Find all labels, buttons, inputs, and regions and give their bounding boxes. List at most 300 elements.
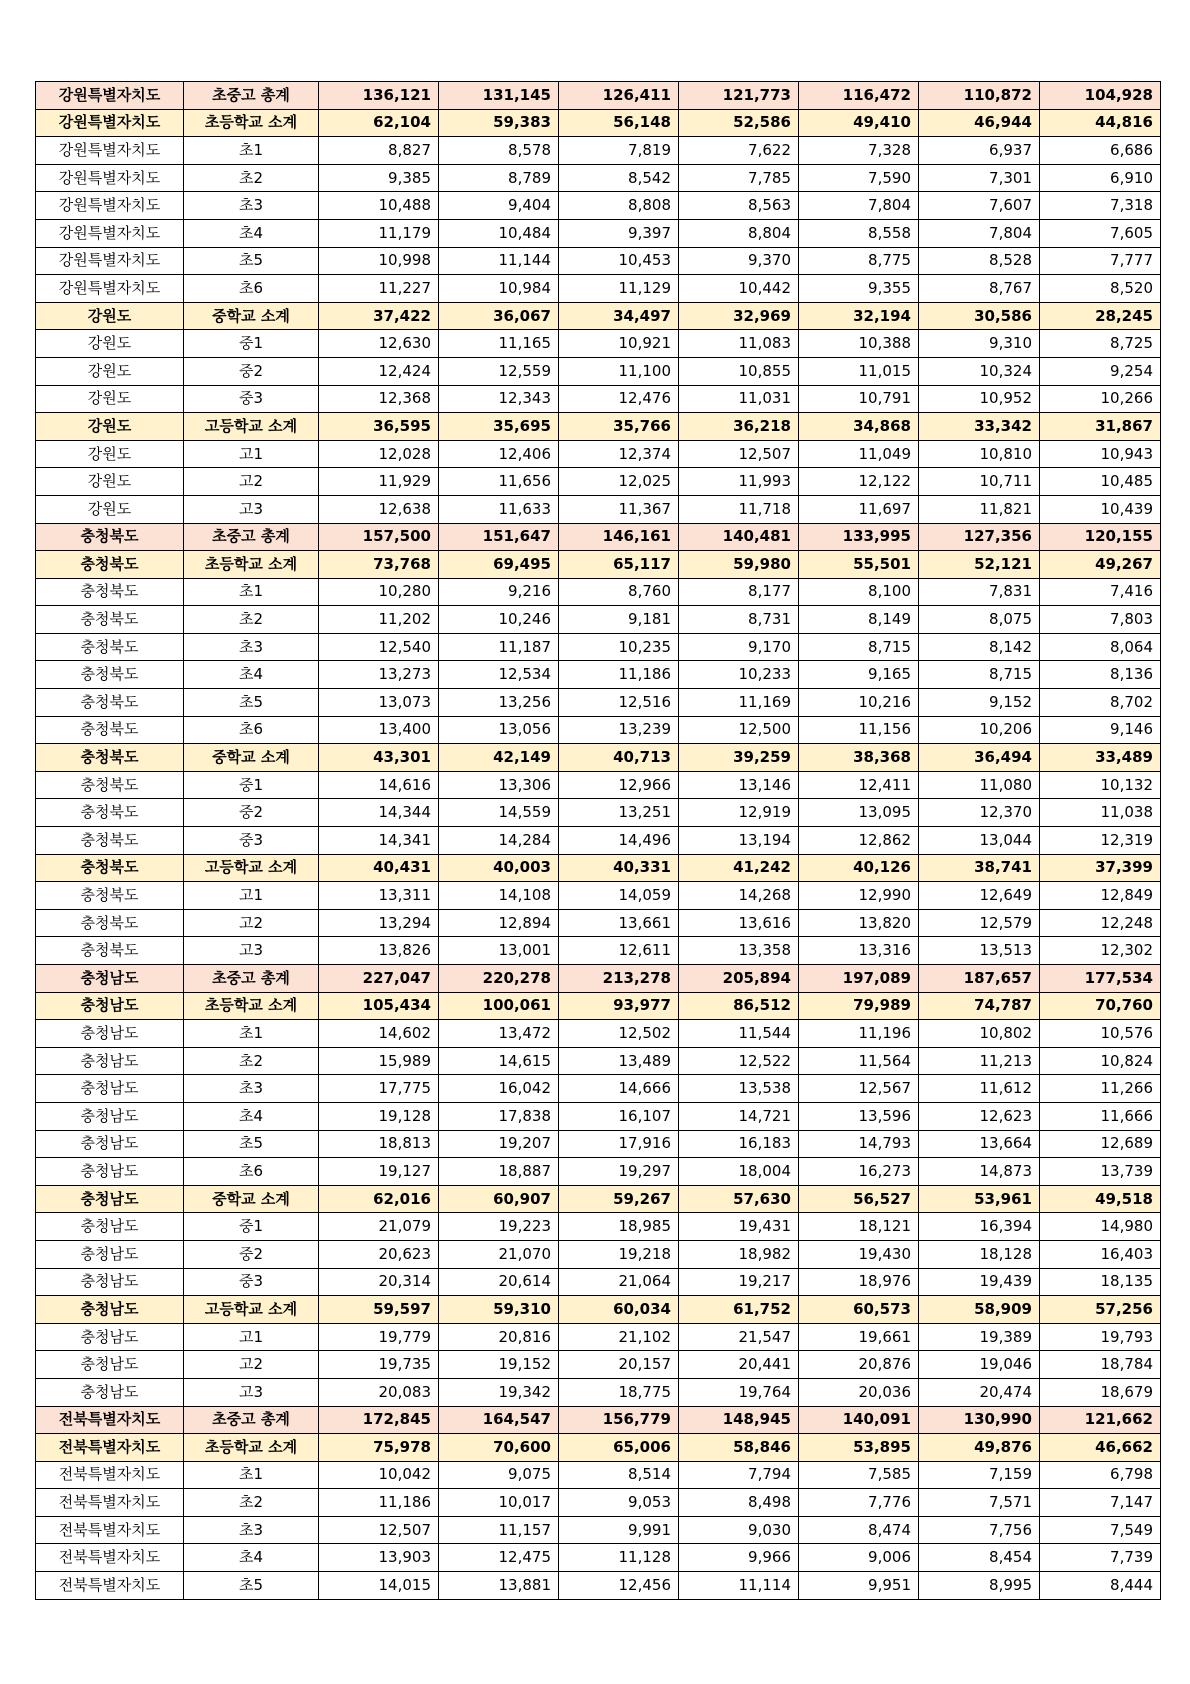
- count-cell: 11,080: [919, 771, 1040, 799]
- count-cell: 131,145: [439, 82, 559, 110]
- count-cell: 11,169: [679, 689, 799, 717]
- count-cell: 58,846: [679, 1434, 799, 1462]
- count-cell: 9,216: [439, 578, 559, 606]
- count-cell: 59,310: [439, 1296, 559, 1324]
- grade-cell: 중2: [184, 1240, 319, 1268]
- count-cell: 20,474: [919, 1378, 1040, 1406]
- count-cell: 220,278: [439, 965, 559, 993]
- region-cell: 충청남도: [36, 1378, 184, 1406]
- count-cell: 13,358: [679, 937, 799, 965]
- table-row: [36, 1020, 1161, 1048]
- count-cell: 8,177: [679, 578, 799, 606]
- count-cell: 35,695: [439, 413, 559, 441]
- count-cell: 16,394: [919, 1213, 1040, 1241]
- subtotal-row: [36, 854, 1161, 882]
- count-cell: 11,083: [679, 330, 799, 358]
- grade-cell: 초1: [184, 1461, 319, 1489]
- count-cell: 8,064: [1040, 633, 1161, 661]
- count-cell: 19,430: [799, 1240, 919, 1268]
- grade-cell: 중1: [184, 330, 319, 358]
- count-cell: 9,170: [679, 633, 799, 661]
- count-cell: 19,217: [679, 1268, 799, 1296]
- count-cell: 9,006: [799, 1544, 919, 1572]
- count-cell: 32,969: [679, 302, 799, 330]
- count-cell: 19,661: [799, 1323, 919, 1351]
- grade-cell: 중1: [184, 771, 319, 799]
- region-cell: 충청남도: [36, 1296, 184, 1324]
- total-row: [36, 82, 1161, 110]
- table-row: [36, 1130, 1161, 1158]
- count-cell: 7,756: [919, 1516, 1040, 1544]
- count-cell: 121,773: [679, 82, 799, 110]
- count-cell: 8,578: [439, 137, 559, 165]
- count-cell: 7,739: [1040, 1544, 1161, 1572]
- table-row: [36, 1489, 1161, 1517]
- count-cell: 8,715: [919, 661, 1040, 689]
- grade-cell: 초등학교 소계: [184, 551, 319, 579]
- count-cell: 9,152: [919, 689, 1040, 717]
- count-cell: 10,810: [919, 440, 1040, 468]
- count-cell: 30,586: [919, 302, 1040, 330]
- count-cell: 12,025: [559, 468, 679, 496]
- count-cell: 6,910: [1040, 164, 1161, 192]
- count-cell: 9,075: [439, 1461, 559, 1489]
- table-row: [36, 1323, 1161, 1351]
- count-cell: 16,042: [439, 1075, 559, 1103]
- region-cell: 충청남도: [36, 1075, 184, 1103]
- grade-cell: 고3: [184, 495, 319, 523]
- count-cell: 70,760: [1040, 992, 1161, 1020]
- count-cell: 52,586: [679, 109, 799, 137]
- count-cell: 19,735: [319, 1351, 439, 1379]
- count-cell: 7,416: [1040, 578, 1161, 606]
- count-cell: 7,804: [919, 219, 1040, 247]
- grade-cell: 중학교 소계: [184, 744, 319, 772]
- region-cell: 충청북도: [36, 606, 184, 634]
- grade-cell: 초중고 총계: [184, 523, 319, 551]
- count-cell: 8,075: [919, 606, 1040, 634]
- count-cell: 146,161: [559, 523, 679, 551]
- count-cell: 36,494: [919, 744, 1040, 772]
- count-cell: 14,344: [319, 799, 439, 827]
- count-cell: 19,297: [559, 1158, 679, 1186]
- count-cell: 49,518: [1040, 1185, 1161, 1213]
- table-row: [36, 937, 1161, 965]
- count-cell: 36,218: [679, 413, 799, 441]
- count-cell: 49,267: [1040, 551, 1161, 579]
- student-count-table: [35, 81, 1161, 1600]
- count-cell: 130,990: [919, 1406, 1040, 1434]
- count-cell: 12,638: [319, 495, 439, 523]
- count-cell: 10,233: [679, 661, 799, 689]
- table-row: [36, 468, 1161, 496]
- count-cell: 59,980: [679, 551, 799, 579]
- count-cell: 227,047: [319, 965, 439, 993]
- count-cell: 11,187: [439, 633, 559, 661]
- subtotal-row: [36, 744, 1161, 772]
- count-cell: 11,718: [679, 495, 799, 523]
- count-cell: 19,779: [319, 1323, 439, 1351]
- table-row: [36, 1240, 1161, 1268]
- count-cell: 60,907: [439, 1185, 559, 1213]
- count-cell: 8,827: [319, 137, 439, 165]
- count-cell: 9,165: [799, 661, 919, 689]
- count-cell: 11,165: [439, 330, 559, 358]
- table-row: [36, 192, 1161, 220]
- count-cell: 13,194: [679, 827, 799, 855]
- grade-cell: 초1: [184, 137, 319, 165]
- count-cell: 9,254: [1040, 357, 1161, 385]
- region-cell: 전북특별자치도: [36, 1572, 184, 1600]
- count-cell: 9,181: [559, 606, 679, 634]
- count-cell: 156,779: [559, 1406, 679, 1434]
- count-cell: 13,472: [439, 1020, 559, 1048]
- count-cell: 11,031: [679, 385, 799, 413]
- count-cell: 11,213: [919, 1047, 1040, 1075]
- count-cell: 12,456: [559, 1572, 679, 1600]
- count-cell: 151,647: [439, 523, 559, 551]
- count-cell: 126,411: [559, 82, 679, 110]
- table-row: [36, 1213, 1161, 1241]
- count-cell: 21,070: [439, 1240, 559, 1268]
- count-cell: 14,793: [799, 1130, 919, 1158]
- region-cell: 강원특별자치도: [36, 192, 184, 220]
- count-cell: 14,615: [439, 1047, 559, 1075]
- table-row: [36, 633, 1161, 661]
- subtotal-row: [36, 302, 1161, 330]
- total-row: [36, 965, 1161, 993]
- region-cell: 충청남도: [36, 992, 184, 1020]
- region-cell: 충청북도: [36, 799, 184, 827]
- region-cell: 강원특별자치도: [36, 137, 184, 165]
- count-cell: 53,895: [799, 1434, 919, 1462]
- count-cell: 73,768: [319, 551, 439, 579]
- count-cell: 12,302: [1040, 937, 1161, 965]
- count-cell: 59,597: [319, 1296, 439, 1324]
- count-cell: 20,157: [559, 1351, 679, 1379]
- count-cell: 36,067: [439, 302, 559, 330]
- table-row: [36, 1461, 1161, 1489]
- count-cell: 10,921: [559, 330, 679, 358]
- count-cell: 20,314: [319, 1268, 439, 1296]
- count-cell: 19,223: [439, 1213, 559, 1241]
- count-cell: 10,042: [319, 1461, 439, 1489]
- table-row: [36, 606, 1161, 634]
- count-cell: 13,256: [439, 689, 559, 717]
- count-cell: 8,725: [1040, 330, 1161, 358]
- count-cell: 8,563: [679, 192, 799, 220]
- region-cell: 충청북도: [36, 578, 184, 606]
- count-cell: 60,573: [799, 1296, 919, 1324]
- count-cell: 9,404: [439, 192, 559, 220]
- count-cell: 42,149: [439, 744, 559, 772]
- table-row: [36, 1102, 1161, 1130]
- table-row: [36, 275, 1161, 303]
- region-cell: 강원도: [36, 495, 184, 523]
- grade-cell: 초등학교 소계: [184, 109, 319, 137]
- region-cell: 강원도: [36, 468, 184, 496]
- count-cell: 44,816: [1040, 109, 1161, 137]
- region-cell: 강원특별자치도: [36, 247, 184, 275]
- count-cell: 187,657: [919, 965, 1040, 993]
- count-cell: 14,059: [559, 882, 679, 910]
- count-cell: 46,944: [919, 109, 1040, 137]
- count-cell: 13,239: [559, 716, 679, 744]
- count-cell: 11,038: [1040, 799, 1161, 827]
- count-cell: 35,766: [559, 413, 679, 441]
- count-cell: 13,538: [679, 1075, 799, 1103]
- count-cell: 7,794: [679, 1461, 799, 1489]
- grade-cell: 초등학교 소계: [184, 1434, 319, 1462]
- count-cell: 14,980: [1040, 1213, 1161, 1241]
- total-row: [36, 1406, 1161, 1434]
- count-cell: 34,497: [559, 302, 679, 330]
- region-cell: 강원특별자치도: [36, 82, 184, 110]
- region-cell: 충청북도: [36, 716, 184, 744]
- grade-cell: 초5: [184, 247, 319, 275]
- table-row: [36, 661, 1161, 689]
- count-cell: 19,439: [919, 1268, 1040, 1296]
- count-cell: 120,155: [1040, 523, 1161, 551]
- count-cell: 11,821: [919, 495, 1040, 523]
- grade-cell: 초중고 총계: [184, 82, 319, 110]
- count-cell: 10,235: [559, 633, 679, 661]
- count-cell: 7,301: [919, 164, 1040, 192]
- grade-cell: 고1: [184, 440, 319, 468]
- count-cell: 12,649: [919, 882, 1040, 910]
- count-cell: 14,602: [319, 1020, 439, 1048]
- count-cell: 13,311: [319, 882, 439, 910]
- count-cell: 12,507: [319, 1516, 439, 1544]
- region-cell: 충청북도: [36, 523, 184, 551]
- count-cell: 116,472: [799, 82, 919, 110]
- region-cell: 강원도: [36, 302, 184, 330]
- count-cell: 12,475: [439, 1544, 559, 1572]
- count-cell: 9,991: [559, 1516, 679, 1544]
- count-cell: 20,614: [439, 1268, 559, 1296]
- count-cell: 9,385: [319, 164, 439, 192]
- count-cell: 79,989: [799, 992, 919, 1020]
- count-cell: 10,017: [439, 1489, 559, 1517]
- count-cell: 13,273: [319, 661, 439, 689]
- count-cell: 21,079: [319, 1213, 439, 1241]
- count-cell: 140,091: [799, 1406, 919, 1434]
- count-cell: 10,453: [559, 247, 679, 275]
- count-cell: 8,474: [799, 1516, 919, 1544]
- table-row: [36, 882, 1161, 910]
- count-cell: 11,633: [439, 495, 559, 523]
- grade-cell: 고2: [184, 468, 319, 496]
- count-cell: 7,605: [1040, 219, 1161, 247]
- count-cell: 7,803: [1040, 606, 1161, 634]
- count-cell: 12,849: [1040, 882, 1161, 910]
- count-cell: 13,316: [799, 937, 919, 965]
- count-cell: 12,502: [559, 1020, 679, 1048]
- count-cell: 38,741: [919, 854, 1040, 882]
- count-cell: 12,411: [799, 771, 919, 799]
- count-cell: 56,527: [799, 1185, 919, 1213]
- count-cell: 110,872: [919, 82, 1040, 110]
- count-cell: 14,341: [319, 827, 439, 855]
- count-cell: 13,146: [679, 771, 799, 799]
- count-cell: 11,129: [559, 275, 679, 303]
- grade-cell: 고3: [184, 937, 319, 965]
- count-cell: 65,006: [559, 1434, 679, 1462]
- count-cell: 10,132: [1040, 771, 1161, 799]
- table-row: [36, 1351, 1161, 1379]
- count-cell: 10,943: [1040, 440, 1161, 468]
- count-cell: 49,876: [919, 1434, 1040, 1462]
- count-cell: 8,454: [919, 1544, 1040, 1572]
- count-cell: 11,186: [319, 1489, 439, 1517]
- count-cell: 12,534: [439, 661, 559, 689]
- count-cell: 8,775: [799, 247, 919, 275]
- count-cell: 10,952: [919, 385, 1040, 413]
- table-row: [36, 799, 1161, 827]
- count-cell: 12,990: [799, 882, 919, 910]
- count-cell: 18,784: [1040, 1351, 1161, 1379]
- count-cell: 65,117: [559, 551, 679, 579]
- count-cell: 12,424: [319, 357, 439, 385]
- table-row: [36, 440, 1161, 468]
- region-cell: 충청북도: [36, 937, 184, 965]
- count-cell: 13,001: [439, 937, 559, 965]
- count-cell: 12,567: [799, 1075, 919, 1103]
- count-cell: 14,108: [439, 882, 559, 910]
- count-cell: 10,484: [439, 219, 559, 247]
- table-row: [36, 1075, 1161, 1103]
- grade-cell: 고등학교 소계: [184, 1296, 319, 1324]
- count-cell: 6,798: [1040, 1461, 1161, 1489]
- count-cell: 7,549: [1040, 1516, 1161, 1544]
- count-cell: 10,439: [1040, 495, 1161, 523]
- grade-cell: 중3: [184, 827, 319, 855]
- count-cell: 9,966: [679, 1544, 799, 1572]
- count-cell: 49,410: [799, 109, 919, 137]
- count-cell: 14,015: [319, 1572, 439, 1600]
- count-cell: 10,576: [1040, 1020, 1161, 1048]
- count-cell: 17,838: [439, 1102, 559, 1130]
- grade-cell: 중학교 소계: [184, 1185, 319, 1213]
- count-cell: 86,512: [679, 992, 799, 1020]
- count-cell: 11,564: [799, 1047, 919, 1075]
- count-cell: 11,186: [559, 661, 679, 689]
- count-cell: 13,073: [319, 689, 439, 717]
- grade-cell: 고2: [184, 1351, 319, 1379]
- count-cell: 32,194: [799, 302, 919, 330]
- count-cell: 10,485: [1040, 468, 1161, 496]
- count-cell: 18,121: [799, 1213, 919, 1241]
- count-cell: 13,596: [799, 1102, 919, 1130]
- count-cell: 19,389: [919, 1323, 1040, 1351]
- count-cell: 16,183: [679, 1130, 799, 1158]
- count-cell: 21,102: [559, 1323, 679, 1351]
- count-cell: 10,824: [1040, 1047, 1161, 1075]
- region-cell: 충청북도: [36, 661, 184, 689]
- count-cell: 39,259: [679, 744, 799, 772]
- grade-cell: 초5: [184, 689, 319, 717]
- region-cell: 충청남도: [36, 1213, 184, 1241]
- table-row: [36, 495, 1161, 523]
- count-cell: 19,046: [919, 1351, 1040, 1379]
- grade-cell: 초4: [184, 219, 319, 247]
- count-cell: 31,867: [1040, 413, 1161, 441]
- count-cell: 57,630: [679, 1185, 799, 1213]
- count-cell: 62,104: [319, 109, 439, 137]
- count-cell: 12,623: [919, 1102, 1040, 1130]
- count-cell: 13,616: [679, 909, 799, 937]
- region-cell: 충청남도: [36, 1351, 184, 1379]
- count-cell: 8,789: [439, 164, 559, 192]
- count-cell: 8,136: [1040, 661, 1161, 689]
- grade-cell: 초중고 총계: [184, 965, 319, 993]
- subtotal-row: [36, 551, 1161, 579]
- count-cell: 58,909: [919, 1296, 1040, 1324]
- count-cell: 8,498: [679, 1489, 799, 1517]
- grade-cell: 초1: [184, 1020, 319, 1048]
- grade-cell: 초3: [184, 633, 319, 661]
- table-row: [36, 1047, 1161, 1075]
- total-row: [36, 523, 1161, 551]
- count-cell: 20,083: [319, 1378, 439, 1406]
- table-body: [36, 82, 1161, 1600]
- region-cell: 강원도: [36, 330, 184, 358]
- count-cell: 11,114: [679, 1572, 799, 1600]
- count-cell: 205,894: [679, 965, 799, 993]
- region-cell: 충청남도: [36, 1102, 184, 1130]
- count-cell: 13,513: [919, 937, 1040, 965]
- grade-cell: 초5: [184, 1130, 319, 1158]
- grade-cell: 중학교 소계: [184, 302, 319, 330]
- subtotal-row: [36, 109, 1161, 137]
- region-cell: 충청북도: [36, 744, 184, 772]
- count-cell: 11,100: [559, 357, 679, 385]
- grade-cell: 초3: [184, 192, 319, 220]
- count-cell: 37,399: [1040, 854, 1161, 882]
- subtotal-row: [36, 1185, 1161, 1213]
- count-cell: 38,368: [799, 744, 919, 772]
- count-cell: 8,514: [559, 1461, 679, 1489]
- subtotal-row: [36, 413, 1161, 441]
- region-cell: 충청남도: [36, 1020, 184, 1048]
- count-cell: 172,845: [319, 1406, 439, 1434]
- count-cell: 18,982: [679, 1240, 799, 1268]
- table-row: [36, 716, 1161, 744]
- count-cell: 34,868: [799, 413, 919, 441]
- grade-cell: 중3: [184, 385, 319, 413]
- count-cell: 18,775: [559, 1378, 679, 1406]
- region-cell: 충청북도: [36, 689, 184, 717]
- grade-cell: 초2: [184, 1047, 319, 1075]
- grade-cell: 초4: [184, 1544, 319, 1572]
- count-cell: 59,267: [559, 1185, 679, 1213]
- count-cell: 12,476: [559, 385, 679, 413]
- count-cell: 12,319: [1040, 827, 1161, 855]
- count-cell: 10,998: [319, 247, 439, 275]
- count-cell: 12,894: [439, 909, 559, 937]
- count-cell: 11,202: [319, 606, 439, 634]
- grade-cell: 고3: [184, 1378, 319, 1406]
- count-cell: 12,919: [679, 799, 799, 827]
- count-cell: 18,128: [919, 1240, 1040, 1268]
- count-cell: 11,367: [559, 495, 679, 523]
- region-cell: 강원도: [36, 413, 184, 441]
- grade-cell: 고1: [184, 882, 319, 910]
- region-cell: 충청남도: [36, 965, 184, 993]
- count-cell: 36,595: [319, 413, 439, 441]
- count-cell: 13,294: [319, 909, 439, 937]
- count-cell: 7,831: [919, 578, 1040, 606]
